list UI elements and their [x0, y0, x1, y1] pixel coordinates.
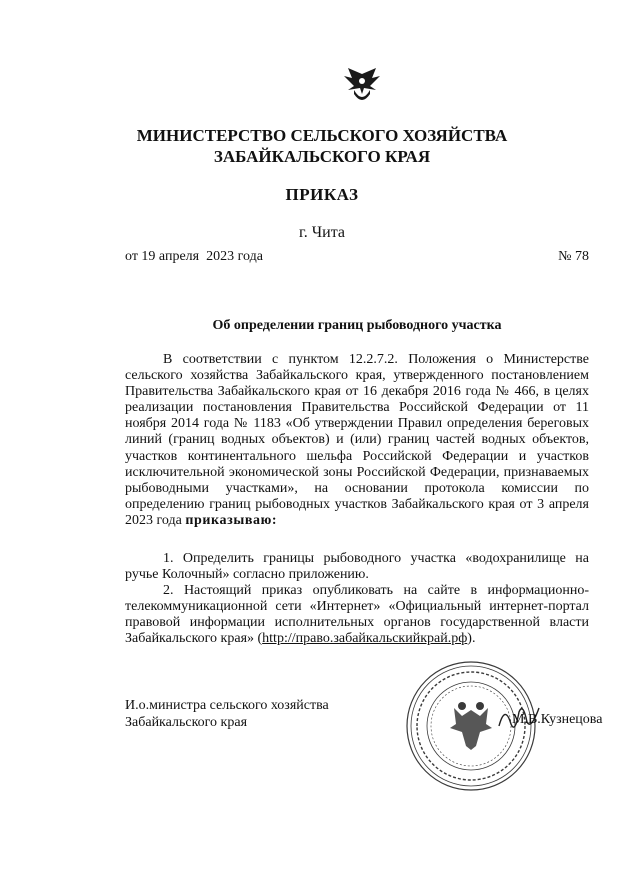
signer-position-line2: Забайкальского края: [125, 715, 248, 730]
command-word: приказываю:: [185, 512, 278, 528]
portal-link[interactable]: http://право.забайкальскийкрай.рф: [262, 631, 468, 647]
order-subject: Об определении границ рыбоводного участка: [212, 318, 502, 333]
ministry-title-line1: МИНИСТЕРСТВО СЕЛЬСКОГО ХОЗЯЙСТВА: [136, 126, 508, 145]
coat-of-arms-icon: [342, 64, 382, 106]
signer-position-line1: И.о.министра сельского хозяйства: [125, 698, 329, 713]
signer-position: [125, 697, 329, 731]
preamble-text: В соответствии с пунктом 12.2.7.2. Положения о Министерстве сельского хозяйства Забайкальского края, утвержденного постановлением Правительства Забайкальского края от 16 декабря 2016 года № 466, в целях реализации постановления Правительства Российской Федерации от 11 ноября 2014 года № 1183 «Об утверждении Правил определения береговых линий (границ водных объектов) и (или) границ частей водных объектов, участков континентального шельфа Российской Федерации и участков исключительной экономической зоны Российской Федерации, признаваемых рыбоводными участками», на основании протокола комиссии по определению границ рыбоводных участков Забайкальского края от 3 апреля 2023 года: [125, 352, 589, 528]
order-date: от 19 апреля 2023 года: [125, 249, 263, 264]
order-item-2-text: 2. Настоящий приказ опубликовать на сайте в информационно-телекоммуникационной сети «Интернет» «Официальный интернет-портал правовой информации исполнительных органов государственной власти Забайкальского края» (: [125, 583, 589, 647]
signer-name: М.В.Кузнецова: [512, 712, 603, 727]
order-item-2: [125, 583, 589, 647]
city: г. Чита: [298, 224, 345, 241]
ministry-title-line2: ЗАБАЙКАЛЬСКОГО КРАЯ: [213, 147, 431, 166]
order-items: [125, 551, 589, 648]
order-item-2-end: ).: [467, 631, 476, 647]
order-number: № 78: [558, 249, 589, 264]
preamble-paragraph: [125, 352, 589, 529]
order-item-1: 1. Определить границы рыбоводного участка «водохранилище на ручье Колочный» согласно приложению.: [125, 551, 589, 583]
document-type: ПРИКАЗ: [285, 185, 359, 204]
dateline: [125, 249, 589, 265]
